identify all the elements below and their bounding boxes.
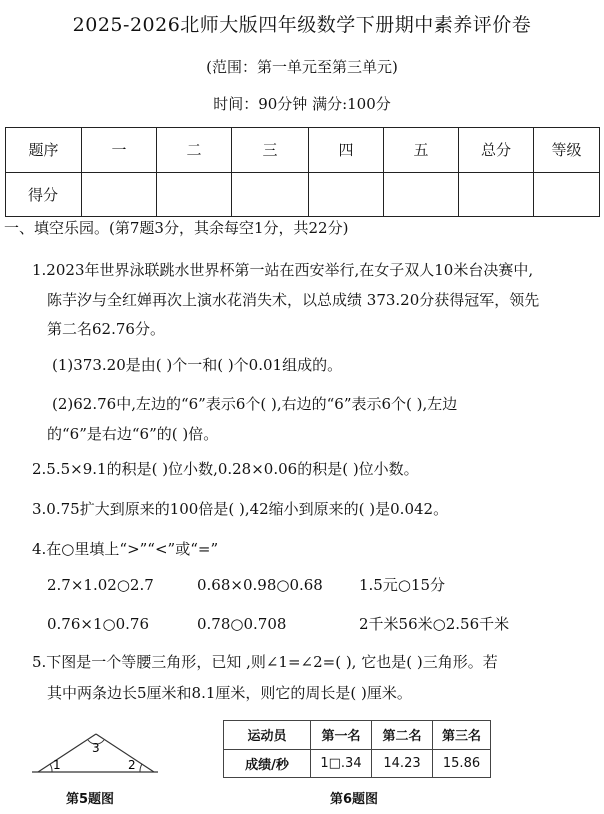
exam-scope: (范围：第一单元至第三单元) (206, 58, 398, 76)
race-result-cell: 15.86 (433, 749, 491, 778)
compare-item: 2.7×1.02○2.7 (47, 576, 154, 594)
race-results-header-row (224, 721, 491, 750)
question-2: 2.5.5×9.1的积是( )位小数,0.28×0.06的积是( )位小数。 (32, 460, 419, 478)
figure-5-caption: 第5题图 (66, 792, 115, 807)
compare-item: 1.5元○15分 (359, 576, 446, 594)
score-cell[interactable] (157, 172, 232, 217)
race-result-cell: 1□.34 (311, 749, 372, 778)
score-header-cell: 一 (82, 128, 157, 173)
page-title: 2025-2026北师大版四年级数学下册期中素养评价卷 (72, 14, 532, 36)
question-1-sub-1: (1)373.20是由( )个一和( )个0.01组成的。 (52, 356, 343, 374)
question-3: 3.0.75扩大到原来的100倍是( ),42缩小到原来的( )是0.042。 (32, 500, 449, 518)
score-row-label: 得分 (6, 172, 82, 217)
angle-3-label: 3 (92, 741, 100, 755)
score-header-cell: 二 (157, 128, 232, 173)
angle-2-arc (140, 764, 142, 772)
score-header-cell: 题序 (6, 128, 82, 173)
section-1-title: 一、填空乐园。(第7题3分，其余每空1分，共22分) (4, 219, 349, 237)
score-header-cell: 等级 (534, 128, 600, 173)
compare-item: 0.68×0.98○0.68 (197, 576, 323, 594)
race-header-cell: 第二名 (372, 721, 433, 750)
isosceles-triangle-figure (30, 728, 160, 776)
score-table-score-row (6, 172, 600, 217)
score-header-cell: 总分 (459, 128, 534, 173)
race-row-label: 成绩/秒 (224, 749, 311, 778)
score-table-header-row (6, 128, 600, 173)
question-4-row-1 (47, 574, 445, 595)
exam-time-score: 时间：90分钟 满分:100分 (213, 95, 391, 113)
score-cell[interactable] (534, 172, 600, 217)
race-results-table (223, 720, 491, 778)
race-header-cell: 运动员 (224, 721, 311, 750)
triangle-right-side (96, 734, 154, 772)
question-1-sub-2-cont: 的“6”是右边“6”的( )倍。 (47, 425, 219, 443)
angle-2-label: 2 (128, 758, 136, 772)
race-header-cell: 第一名 (311, 721, 372, 750)
score-header-cell: 五 (384, 128, 459, 173)
compare-item: 2千米56米○2.56千米 (359, 615, 510, 633)
angle-1-label: 1 (53, 758, 61, 772)
score-table (5, 127, 600, 217)
race-results-row (224, 749, 491, 778)
score-cell[interactable] (232, 172, 309, 217)
question-1-line-3: 第二名62.76分。 (47, 320, 165, 338)
score-header-cell: 三 (232, 128, 309, 173)
compare-item: 0.76×1○0.76 (47, 615, 149, 633)
triangle-left-side (38, 734, 96, 772)
score-cell[interactable] (459, 172, 534, 217)
angle-1-arc (50, 764, 52, 772)
question-4: 4.在○里填上“>”“<”或“=” (32, 540, 219, 558)
score-cell[interactable] (384, 172, 459, 217)
question-5-line-2: 其中两条边长5厘米和8.1厘米，则它的周长是( )厘米。 (47, 684, 412, 702)
question-1-line-1: 1.2023年世界泳联跳水世界杯第一站在西安举行,在女子双人10米台决赛中, (32, 261, 534, 279)
question-4-row-2 (47, 613, 509, 634)
figure-6-caption: 第6题图 (330, 792, 379, 807)
race-result-cell: 14.23 (372, 749, 433, 778)
compare-item: 0.78○0.708 (197, 615, 287, 633)
race-header-cell: 第三名 (433, 721, 491, 750)
question-5-line-1: 5.下图是一个等腰三角形，已知 ,则∠1=∠2=( ), 它也是( )三角形。若 (32, 653, 498, 671)
question-1-sub-2: (2)62.76中,左边的“6”表示6个( ),右边的“6”表示6个( ),左边 (52, 395, 458, 413)
question-1-line-2: 陈芋汐与全红婵再次上演水花消失术，以总成绩 373.20分获得冠军，领先 (47, 291, 540, 309)
score-cell[interactable] (82, 172, 157, 217)
score-header-cell: 四 (309, 128, 384, 173)
score-cell[interactable] (309, 172, 384, 217)
